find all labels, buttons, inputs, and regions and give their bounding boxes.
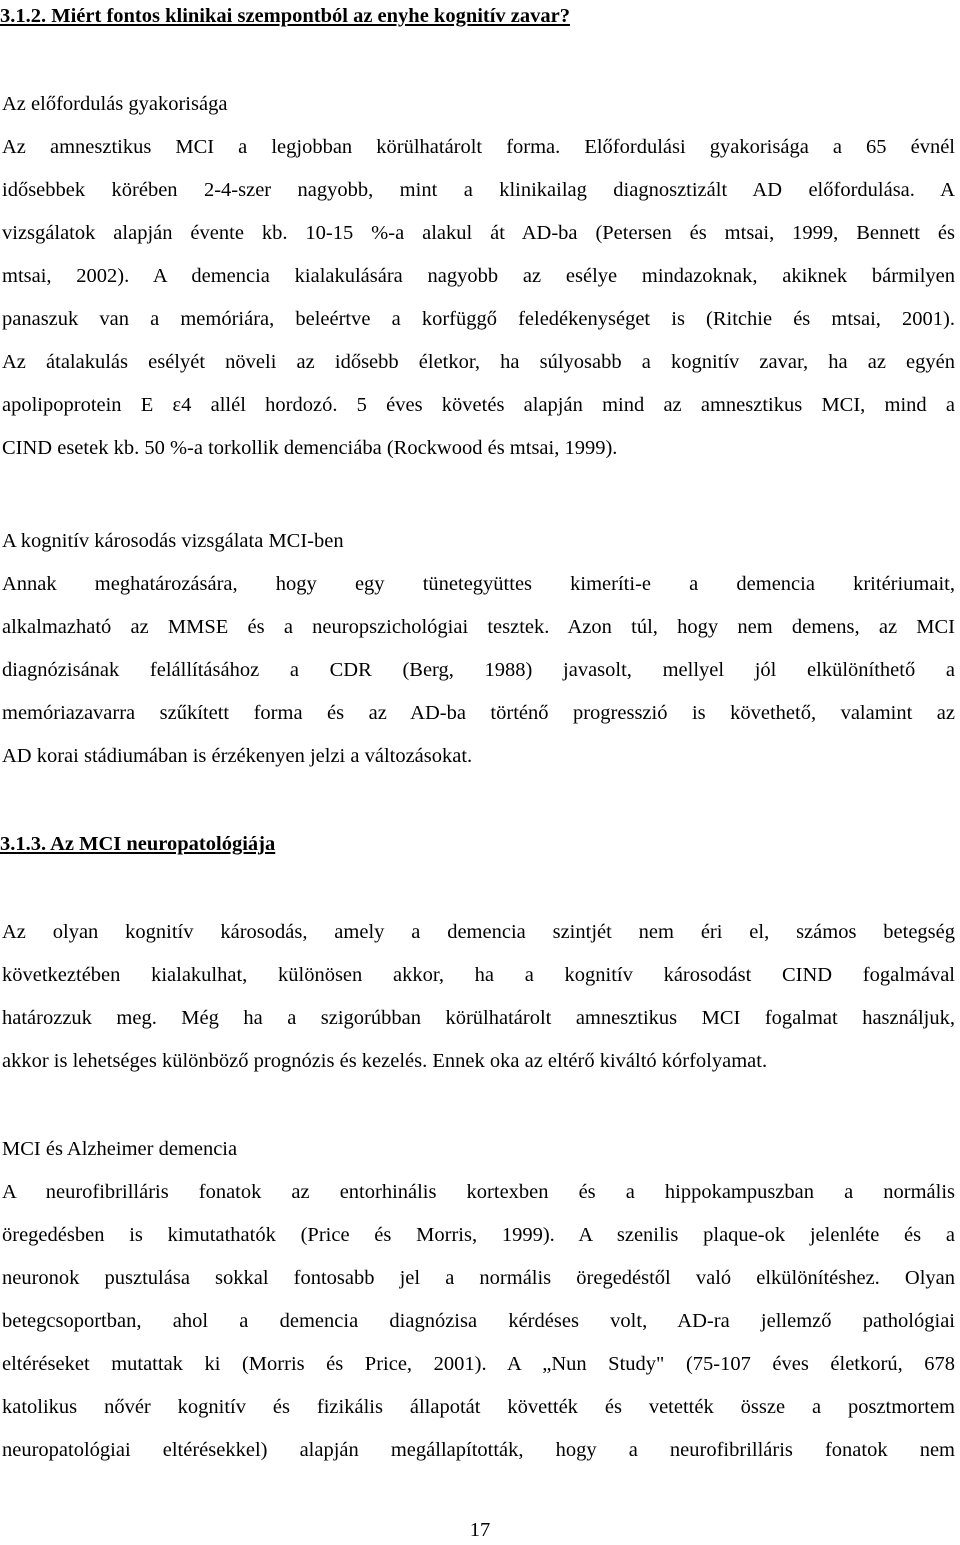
paragraph-line: következtében kialakulhat, különösen akkor, ha a kognitív károsodást CIND fogalmával (2, 964, 955, 986)
subheading-alzheimer: MCI és Alzheimer demencia (2, 1138, 238, 1160)
paragraph-line: memóriazavarra szűkített forma és az AD-ba történő progresszió is követhető, valamint az (2, 702, 955, 724)
paragraph-line: eltéréseket mutattak ki (Morris és Price, 2001). A „Nun Study" (75-107 éves életkorú, 678 (2, 1353, 955, 1375)
subheading-prevalence: Az előfordulás gyakorisága (2, 93, 228, 115)
paragraph-line: Az olyan kognitív károsodás, amely a demencia szintjét nem éri el, számos betegség (2, 921, 955, 943)
paragraph-line: panaszuk van a memóriára, beleértve a korfüggő feledékenységet is (Ritchie és mtsai, 2001). (2, 308, 955, 330)
paragraph-line: CIND esetek kb. 50 %-a torkollik demenciába (Rockwood és mtsai, 1999). (2, 437, 618, 459)
paragraph-line: Annak meghatározására, hogy egy tünetegyüttes kimeríti-e a demencia kritériumait, (2, 573, 955, 595)
paragraph-line: diagnózisának felállításához a CDR (Berg, 1988) javasolt, mellyel jól elkülöníthető a (2, 659, 955, 681)
paragraph-line: A neurofibrilláris fonatok az entorhinális kortexben és a hippokampuszban a normális (2, 1181, 955, 1203)
paragraph-line: alkalmazható az MMSE és a neuropszichológiai tesztek. Azon túl, hogy nem demens, az MCI (2, 616, 955, 638)
paragraph-line: vizsgálatok alapján évente kb. 10-15 %-a alakul át AD-ba (Petersen és mtsai, 1999, Bennett és (2, 222, 955, 244)
paragraph-line: határozzuk meg. Még ha a szigorúbban körülhatárolt amnesztikus MCI fogalmat használjuk, (2, 1007, 955, 1029)
paragraph-line: öregedésben is kimutathatók (Price és Morris, 1999). A szenilis plaque-ok jelenléte és a (2, 1224, 955, 1246)
subheading-cognitive-assessment: A kognitív károsodás vizsgálata MCI-ben (2, 530, 344, 552)
paragraph-line: neuropatológiai eltérésekkel) alapján megállapították, hogy a neurofibrilláris fonatok nem (2, 1439, 955, 1461)
section-heading-3-1-3: 3.1.3. Az MCI neuropatológiája (0, 833, 276, 855)
paragraph-line: Az amnesztikus MCI a legjobban körülhatárolt forma. Előfordulási gyakorisága a 65 évnél (2, 136, 955, 158)
paragraph-line: Az átalakulás esélyét növeli az idősebb életkor, ha súlyosabb a kognitív zavar, ha az egyén (2, 351, 955, 373)
paragraph-line: akkor is lehetséges különböző prognózis és kezelés. Ennek oka az eltérő kiváltó kórfolyamat. (2, 1050, 768, 1072)
page-number: 17 (469, 1519, 491, 1541)
section-heading-3-1-2: 3.1.2. Miért fontos klinikai szempontból az enyhe kognitív zavar? (0, 5, 571, 27)
paragraph-line: idősebbek körében 2-4-szer nagyobb, mint a klinikailag diagnosztizált AD előfordulása. A (2, 179, 955, 201)
paragraph-line: mtsai, 2002). A demencia kialakulására nagyobb az esélye mindazoknak, akiknek bármilyen (2, 265, 955, 287)
paragraph-line: neuronok pusztulása sokkal fontosabb jel a normális öregedéstől való elkülönítéshez. Olyan (2, 1267, 955, 1289)
paragraph-line: apolipoprotein E ε4 allél hordozó. 5 éves követés alapján mind az amnesztikus MCI, mind a (2, 394, 955, 416)
paragraph-line: AD korai stádiumában is érzékenyen jelzi a változásokat. (2, 745, 473, 767)
paragraph-line: betegcsoportban, ahol a demencia diagnózisa kérdéses volt, AD-ra jellemző pathológiai (2, 1310, 955, 1332)
paragraph-line: katolikus nővér kognitív és fizikális állapotát követték és vetették össze a posztmortem (2, 1396, 955, 1418)
